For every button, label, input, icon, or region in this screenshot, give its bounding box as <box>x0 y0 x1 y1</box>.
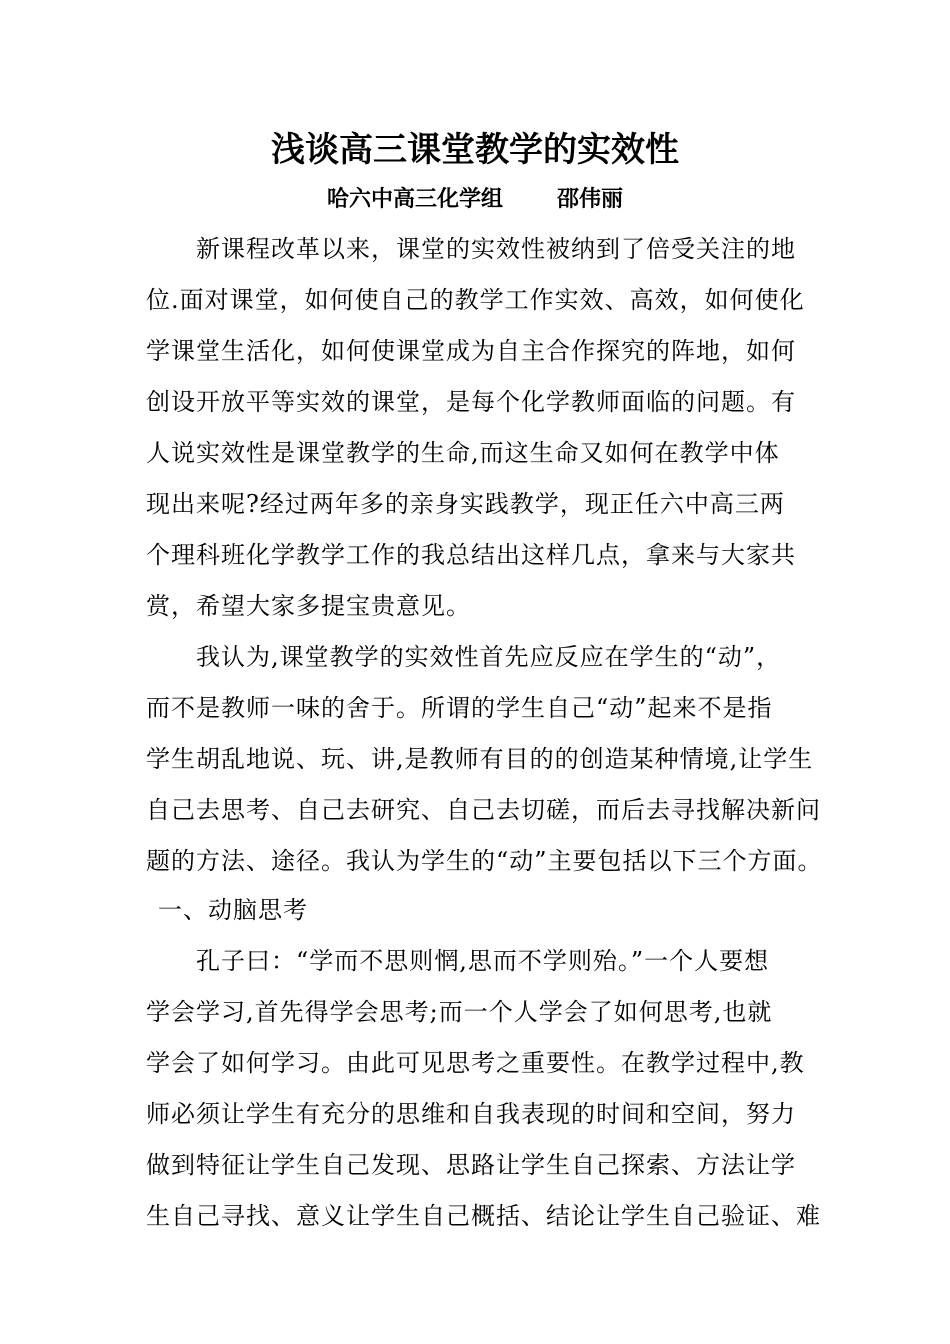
body-line: 学生胡乱地说、玩、讲,是教师有目的的创造某种情境,让学生 <box>146 745 814 773</box>
body-line: 位.面对课堂，如何使自己的教学工作实效、高效，如何使化 <box>146 286 805 314</box>
body-line: 学课堂生活化，如何使课堂成为自主合作探究的阵地，如何 <box>146 337 796 365</box>
body-line: 而不是教师一味的舍于。所谓的学生自己“动”起来不是指 <box>146 694 773 722</box>
author-org: 哈六中高三化学组 <box>326 187 503 212</box>
body-line: 师必须让学生有充分的思维和自我表现的时间和空间，努力 <box>146 1100 796 1128</box>
body-line: 孔子曰：“学而不思则惘,思而不学则殆。”一个人要想 <box>196 947 770 975</box>
author-byline <box>0 180 950 220</box>
body-line: 我认为,课堂教学的实效性首先应反应在学生的“动”， <box>196 643 782 671</box>
body-line: 创设开放平等实效的课堂，是每个化学教师面临的问题。有 <box>146 388 796 416</box>
body-line: 新课程改革以来，课堂的实效性被纳到了倍受关注的地 <box>196 235 796 263</box>
author-name: 邵伟丽 <box>557 187 624 212</box>
body-line: 题的方法、途径。我认为学生的“动”主要包括以下三个方面。 <box>146 847 823 875</box>
body-line: 现出来呢?经过两年多的亲身实践教学，现正任六中高三两 <box>146 490 785 518</box>
section-heading: 一、动脑思考 <box>158 896 308 924</box>
document-title: 浅谈高三课堂教学的实效性 <box>271 130 679 170</box>
body-line: 自己去思考、自己去研究、自己去切磋，而后去寻找解决新问 <box>146 796 821 824</box>
body-line: 人说实效性是课堂教学的生命,而这生命又如何在教学中体 <box>146 439 780 467</box>
body-line: 学会学习,首先得学会思考;而一个人学会了如何思考,也就 <box>146 998 773 1026</box>
body-line: 生自己寻找、意义让学生自己概括、结论让学生自己验证、难 <box>146 1202 821 1230</box>
body-line: 做到特征让学生自己发现、思路让学生自己探索、方法让学 <box>146 1151 796 1179</box>
body-line: 赏，希望大家多提宝贵意见。 <box>146 592 471 620</box>
body-line: 个理科班化学教学工作的我总结出这样几点，拿来与大家共 <box>146 541 796 569</box>
body-line: 学会了如何学习。由此可见思考之重要性。在教学过程中,教 <box>146 1049 805 1077</box>
